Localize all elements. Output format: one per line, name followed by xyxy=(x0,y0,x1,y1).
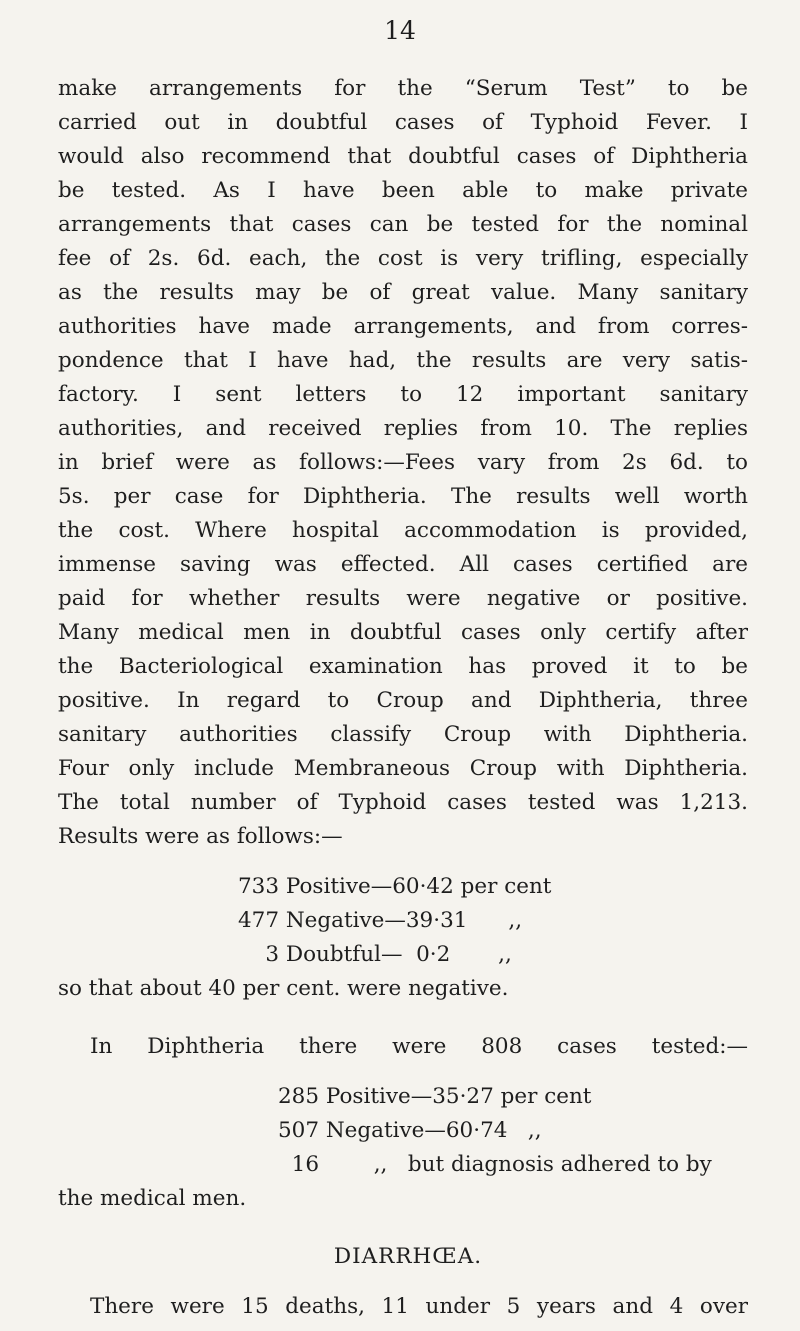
paragraph-line: authorities, and received replies from 10. The replies xyxy=(58,416,748,441)
paragraph-line: paid for whether results were negative or positive. xyxy=(58,586,748,611)
paragraph-line: the cost. Where hospital accommodation is provided, xyxy=(58,518,748,543)
paragraph-line: factory. I sent letters to 12 important sanitary xyxy=(58,382,748,407)
diphtheria-tail: the medical men. xyxy=(58,1186,247,1211)
paragraph-line: arrangements that cases can be tested for the nominal xyxy=(58,212,748,237)
paragraph-line: would also recommend that doubtful cases of Diphtheria xyxy=(58,144,748,169)
paragraph-line: immense saving was effected. All cases certified are xyxy=(58,552,748,577)
spacer xyxy=(58,1006,748,1030)
paragraph-line: as the results may be of great value. Many sanitary xyxy=(58,280,748,305)
diphtheria-result-row: 16 ,, but diagnosis adhered to by xyxy=(278,1152,712,1177)
paragraph-line: be tested. As I have been able to make private xyxy=(58,178,748,203)
body-text xyxy=(58,72,748,1324)
spacer xyxy=(58,854,748,870)
spacer xyxy=(58,1064,748,1080)
paragraph-line: Many medical men in doubtful cases only certify after xyxy=(58,620,748,645)
paragraph-line: The total number of Typhoid cases tested was 1,213. xyxy=(58,790,748,815)
spacer xyxy=(58,1274,748,1290)
spacer xyxy=(58,1216,748,1240)
diphtheria-result-row: 507 Negative—60·74 ,, xyxy=(278,1118,542,1143)
paragraph-line: the Bacteriological examination has proved it to be xyxy=(58,654,748,679)
typhoid-result-row: 3 Doubtful— 0·2 ,, xyxy=(238,942,512,967)
typhoid-result-row: 733 Positive—60·42 per cent xyxy=(238,874,552,899)
paragraph-line: sanitary authorities classify Croup with Diphtheria. xyxy=(58,722,748,747)
diphtheria-intro: In Diphtheria there were 808 cases tested:— xyxy=(90,1034,748,1059)
page-number: 14 xyxy=(384,16,416,45)
typhoid-conclusion: so that about 40 per cent. were negative. xyxy=(58,976,509,1001)
paragraph-line: in brief were as follows:—Fees vary from 2s 6d. to xyxy=(58,450,748,475)
section-heading: DIARRHŒA. xyxy=(333,1244,483,1269)
diphtheria-result-row: 285 Positive—35·27 per cent xyxy=(278,1084,592,1109)
paragraph-line: Four only include Membraneous Croup with Diphtheria. xyxy=(58,756,748,781)
paragraph-line: fee of 2s. 6d. each, the cost is very trifling, especially xyxy=(58,246,748,271)
paragraph-line: positive. In regard to Croup and Diphtheria, three xyxy=(58,688,748,713)
paragraph-line: Results were as follows:— xyxy=(58,824,343,849)
paragraph-line: carried out in doubtful cases of Typhoid Fever. I xyxy=(58,110,748,135)
paragraph-line: pondence that I have had, the results are very satis- xyxy=(58,348,748,373)
paragraph-line: 5s. per case for Diphtheria. The results well worth xyxy=(58,484,748,509)
diarrhoea-text: There were 15 deaths, 11 under 5 years and 4 over xyxy=(90,1294,748,1319)
typhoid-result-row: 477 Negative—39·31 ,, xyxy=(238,908,523,933)
paragraph-line: make arrangements for the “Serum Test” to be xyxy=(58,76,748,101)
paragraph-line: authorities have made arrangements, and from corres- xyxy=(58,314,748,339)
